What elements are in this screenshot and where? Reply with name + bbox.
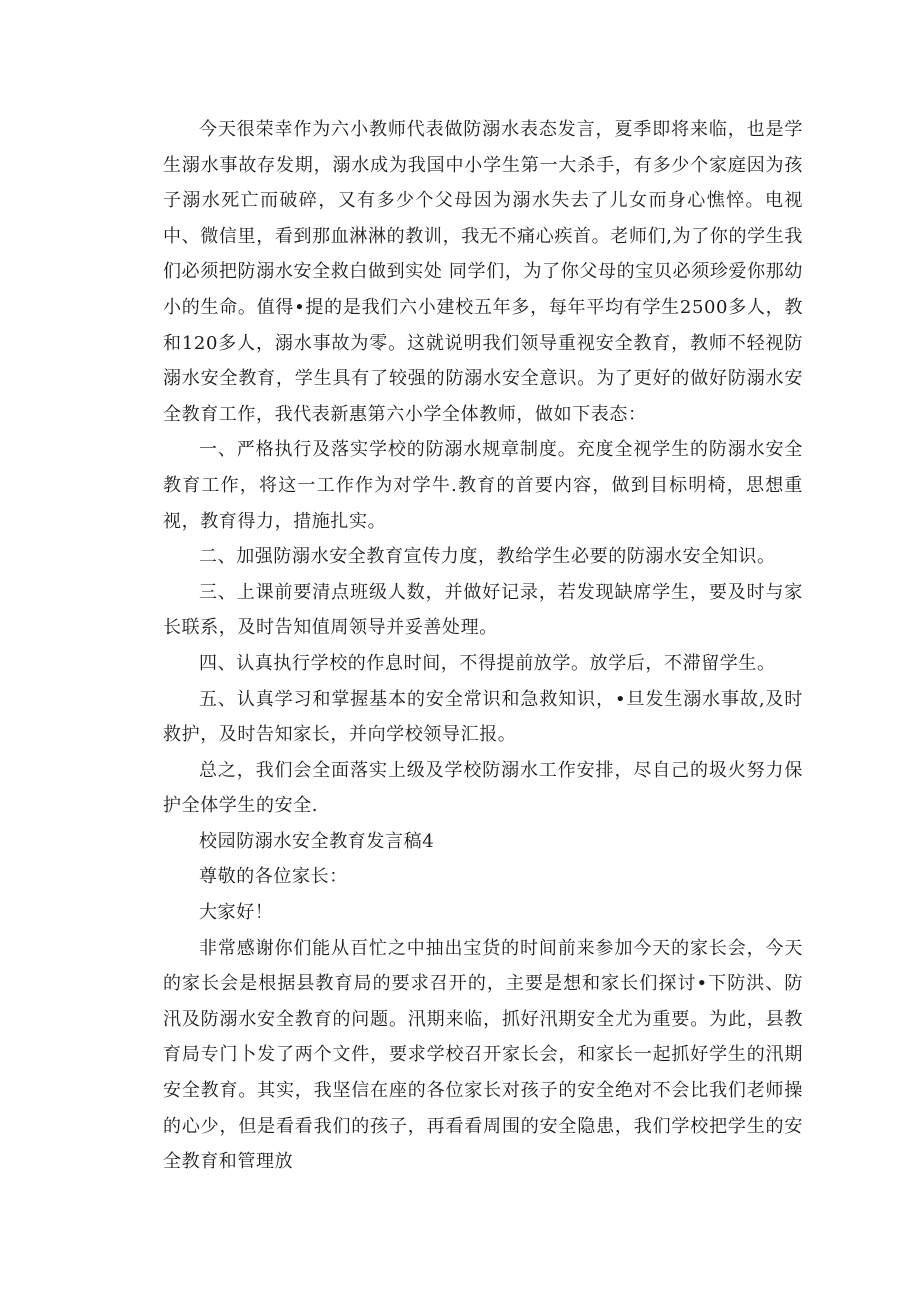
paragraph-conclusion: 总之，我们会全面落实上级及学校防溺水工作安排，尽自己的圾火努力保护全体学生的安全. <box>163 759 803 817</box>
paragraph-pledge-2: 二、加强防溺水安全教育宣传力度，教给学生必要的防溺水安全知识。 <box>199 546 776 568</box>
paragraph-pledge-3: 三、上课前要清点班级人数，并做好记录，若发现缺席学生，要及时与家长联系，及时告知值周领导并妥善处理。 <box>163 581 803 639</box>
section-title: 校园防溺水安全教育发言稿4 <box>199 830 435 852</box>
paragraph-pledge-1: 一、严格执行及落实学校的防溺水规章制度。充度全视学生的防溺水安全教育工作，将这一工作作为对学牛.教育的首要内容，做到目标明椅，思想重视，教育得力，措施扎实。 <box>163 439 803 532</box>
paragraph-pledge-4: 四、认真执行学校的作息时间，不得提前放学。放学后，不滞留学生。 <box>199 652 776 674</box>
document-page <box>163 112 803 1180</box>
paragraph-parent-meeting: 非常感谢你们能从百忙之中抽出宝货的时间前来参加今天的家长会，今天的家长会是根据县教育局的要求召开的，主要是想和家长们探讨•下防洪、防汛及防溺水安全教育的问题。汛期来临，抓好汛期安全尤为重要。为此，县教育局专门卜发了两个文件，要求学校召开家长会，和家长一起抓好学生的汛期安全教育。其实，我坚信在座的各位家长对孩子的安全绝对不会比我们老师操的心少，但是看看我们的孩子，再看看周围的安全隐患，我们学校把学生的安全教育和管理放 <box>163 937 803 1173</box>
paragraph-speech-intro: 今天很荣幸作为六小教师代表做防溺水表态发言，夏季即将来临，也是学生溺水事故存发期，溺水成为我国中小学生第一大杀手，有多少个家庭因为孩子溺水死亡而破碎，又有多少个父母因为溺水失去了儿女而身心憔悴。电视中、微信里，看到那血淋淋的教训，我无不痛心疾首。老师们,为了你的学生我们必须把防溺水安全救白做到实处 同学们，为了你父母的宝贝必须珍爱你那幼小的生命。值得•提的是我们六小建校五年多，每年平均有学生2500多人，教和120多人，溺水事故为零。这就说明我们领导重视安全教育，教师不轻视防溺水安全教育，学生具有了较强的防溺水安全意识。为了更好的做好防溺水安全教育工作，我代表新惠第六小学全体教师，做如下表态： <box>163 119 803 425</box>
salutation: 尊敬的各位家长： <box>199 866 348 888</box>
paragraph-pledge-5: 五、认真学习和掌握基本的安全常识和急救知识，•旦发生溺水事故,及时救护，及时告知家长，并向学校领导汇报。 <box>163 688 803 746</box>
greeting: 大家好！ <box>199 902 274 924</box>
